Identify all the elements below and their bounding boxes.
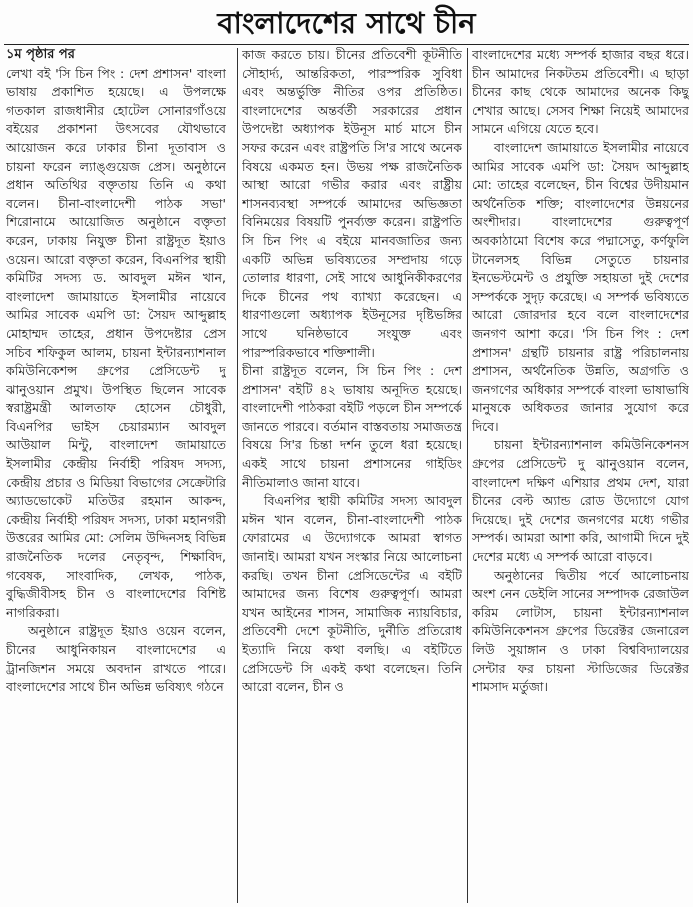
paragraph: চায়না ইন্টারন্যাশনাল কমিউনিকেশনস গ্রুপের প্রেসিডেন্ট দু ঝানুওয়ান বলেন, বাংলাদেশ দক্ষিণ এশিয়ার প্রথম দেশ, যারা চীনের বেল্ট অ্যান্ড রোড উদ্যোগে যোগ দিয়েছে। দুই দেশের জনগণের মধ্যে গভীর সম্পর্ক। আমরা আশা করি, আগামী দিনে দুই দেশের মধ্যে এ সম্পর্ক আরো বাড়বে। [472, 437, 689, 565]
headline-rule [4, 44, 689, 45]
paragraph: অনুষ্ঠানের দ্বিতীয় পর্বে আলোচনায় অংশ নেন ডেইলি সানের সম্পাদক রেজাউল করিম লোটাস, চায়না ইন্টারন্যাশনাল কমিউনিকেশনস গ্রুপের ডিরেক্টর জেনারেল লিউ সুয়াঙ্গান ও ঢাকা বিশ্ববিদ্যালয়ের সেন্টার ফর চায়না স্টাডিজের ডিরেক্টর শামসাদ মর্তুজা। [472, 567, 689, 695]
headline: বাংলাদেশের সাথে চীন [217, 6, 476, 40]
paragraph: বিএনপির স্থায়ী কমিটির সদস্য আবদুল মঈন খান বলেন, চীনা-বাংলাদেশী পাঠক ফোরামের এ উদ্যোগকে আমরা স্বাগত জানাই। আমরা যখন সংস্কার নিয়ে আলোচনা করছি। তখন চীনা প্রেসিডেন্টের এ বইটি আমাদের জন্য বিশেষ গুরুত্বপূর্ণ। আমরা যখন আইনের শাসন, সামাজিক ন্যায়বিচার, প্রতিবেশী দেশে কূটনীতি, দুর্নীতি প্রতিরোধ ইত্যাদি নিয়ে কথা বলছি। এ বইটিতে প্রেসিডেন্ট সি একই কথা বলেছেন। তিনি আরো বলেন, চীন ও [242, 493, 462, 695]
paragraph: কাজ করতে চায়। চীনের প্রতিবেশী কূটনীতি সৌহার্দ্য, আন্তরিকতা, পারস্পরিক সুবিধা এবং অন্তর্ভুক্তি নীতির ওপর প্রতিষ্ঠিত। বাংলাদেশের অন্তর্বর্তী সরকারের প্রধান উপদেষ্টা অধ্যাপক ইউনূস মার্চ মাসে চীন সফর করেন এবং রাষ্ট্রপতি সি'র সাথে অনেক বিষয়ে একমত হন। উভয় পক্ষ রাজনৈতিক আস্থা আরো গভীর করার এবং রাষ্ট্রীয় শাসনব্যবস্থা সম্পর্কে আমাদের অভিজ্ঞতা বিনিময়ের বিষয়টি পুনর্ব্যক্ত করেন। রাষ্ট্রপতি সি চিন পিং এ বইয়ে মানবজাতির জন্য একটি অভিন্ন ভবিষ্যতের সম্প্রদায় গড়ে তোলার ধারণা, সেই সাথে আধুনিকীকরণের দিকে চীনের পথ ব্যাখ্যা করেছেন। এ ধারণাগুলো অধ্যাপক ইউনূসের দৃষ্টিভঙ্গির সাথে ঘনিষ্ঠভাবে সংযুক্ত এবং পারস্পরিকভাবে শক্তিশালী। [242, 47, 462, 360]
paragraph: চীনা রাষ্ট্রদূত বলেন, সি চিন পিং : দেশ প্রশাসন' বইটি ৪২ ভাষায় অনূদিত হয়েছে। বাংলাদেশী পাঠকরা বইটি পড়লে চীন সম্পর্কে জানতে পারবে। বর্তমান বাস্তবতায় সমাজতন্ত্র বিষয়ে সি'র চিন্তা দর্শন তুলে ধরা হয়েছে। একই সাথে চায়না প্রশাসনের গাইডিং নীতিমালাও জানা যাবে। [242, 363, 462, 490]
paragraph: লেখা বই 'সি চিন পিং : দেশ প্রশাসন' বাংলা ভাষায় প্রকাশিত হয়েছে। এ উপলক্ষে গতকাল রাজধানীর হোটেল সোনারগাঁওয়ে বইয়ের প্রকাশনা উৎসবের যৌথভাবে আয়োজন করে ঢাকার চীনা দূতাবাস ও চায়না ফরেন ল্যাঙ্গুয়েজ প্রেস। অনুষ্ঠানে প্রধান অতিথির বক্তৃতায় তিনি এ কথা বলেন। চীনা-বাংলাদেশী পাঠক সভা' শিরোনামে আয়োজিত অনুষ্ঠানে বক্তৃতা করেন, ঢাকায় নিযুক্ত চীনা রাষ্ট্রদূত ইয়াও ওয়েন। আরো বক্তৃতা করেন, বিএনপির স্থায়ী কমিটির সদস্য ড. আবদুল মঈন খান, বাংলাদেশ জামায়াতে ইসলামীর নায়েবে আমির সাবেক এমপি ডা: সৈয়দ আব্দুল্লাহ মোহাম্মদ তাহের, প্রধান উপদেষ্টার প্রেস সচিব শফিকুল আলম, চায়না ইন্টারন্যাশনাল কমিউনিকেশন্স গ্রুপের প্রেসিডেন্ট দু ঝানুওয়ান প্রমুখ। উপস্থিত ছিলেন সাবেক স্বরাষ্ট্রমন্ত্রী আলতাফ হোসেন চৌধুরী, বিএনপির ভাইস চেয়ারম্যান আবদুল আউয়াল মিন্টু, বাংলাদেশ জামায়াতে ইসলামীর কেন্দ্রীয় নির্বাহী পরিষদ সদস্য, কেন্দ্রীয় প্রচার ও মিডিয়া বিভাগের সেক্রেটারি অ্যাডভোকেট মতিউর রহমান আকন্দ, কেন্দ্রীয় নির্বাহী পরিষদ সদস্য, ঢাকা মহানগরী উত্তরের আমির মো: সেলিম উদ্দিনসহ বিভিন্ন রাজনৈতিক দলের নেতৃবৃন্দ, শিক্ষাবিদ, গবেষক, সাংবাদিক, লেখক, পাঠক, বুদ্ধিজীবীসহ চীন ও বাংলাদেশের বিশিষ্ট নাগরিকরা। [6, 65, 226, 620]
column-2 [242, 46, 462, 904]
column-3 [472, 46, 689, 904]
column-1 [6, 46, 226, 904]
article-body [6, 46, 689, 904]
paragraph: বাংলাদেশের মধ্যে সম্পর্ক হাজার বছর ধরে। চীন আমাদের নিকটতম প্রতিবেশী। এ ছাড়া চীনের কাছ থেকে আমাদের অনেক কিছু শেখার আছে। সেসব শিক্ষা নিয়েই আমাদের সামনে এগিয়ে যেতে হবে। [472, 47, 689, 137]
continued-from-label: ১ম পৃষ্ঠার পর [6, 47, 75, 62]
paragraph: বাংলাদেশ জামায়াতে ইসলামীর নায়েবে আমির সাবেক এমপি ডা: সৈয়দ আব্দুল্লাহ মো: তাহের বলেছেন, চীন বিশ্বের উদীয়মান অর্থনৈতিক শক্তি; বাংলাদেশের উন্নয়নের অংশীদার। বাংলাদেশের গুরুত্বপূর্ণ অবকাঠামো বিশেষ করে পদ্মাসেতু, কর্ণফুলি টানেলসহ বিভিন্ন সেতুতে চায়নার ইনভেস্টমেন্ট ও প্রযুক্তি সহায়তা দুই দেশের সম্পর্ককে সুদৃঢ় করেছে। এ সম্পর্ক ভবিষ্যতে আরো জোরদার হবে বলে বাংলাদেশের জনগণ আশা করে। 'সি চিন পিং : দেশ প্রশাসন' গ্রন্থটি চায়নার রাষ্ট্র পরিচালনায় প্রশাসন, অর্থনৈতিক উন্নতি, অগ্রগতি ও জনগণের অধিকার সম্পর্কে বাংলা ভাষাভাষি মানুষকে অধিকতর জানার সুযোগ করে দিবে। [472, 139, 689, 434]
paragraph: অনুষ্ঠানে রাষ্ট্রদূত ইয়াও ওয়েন বলেন, চীনের আধুনিকায়ন বাংলাদেশের এ ট্রানজিশন সময়ে অবদান রাখতে পারে। বাংলাদেশের সাথে চীন অভিন্ন ভবিষ্যৎ গঠনে [6, 623, 226, 695]
